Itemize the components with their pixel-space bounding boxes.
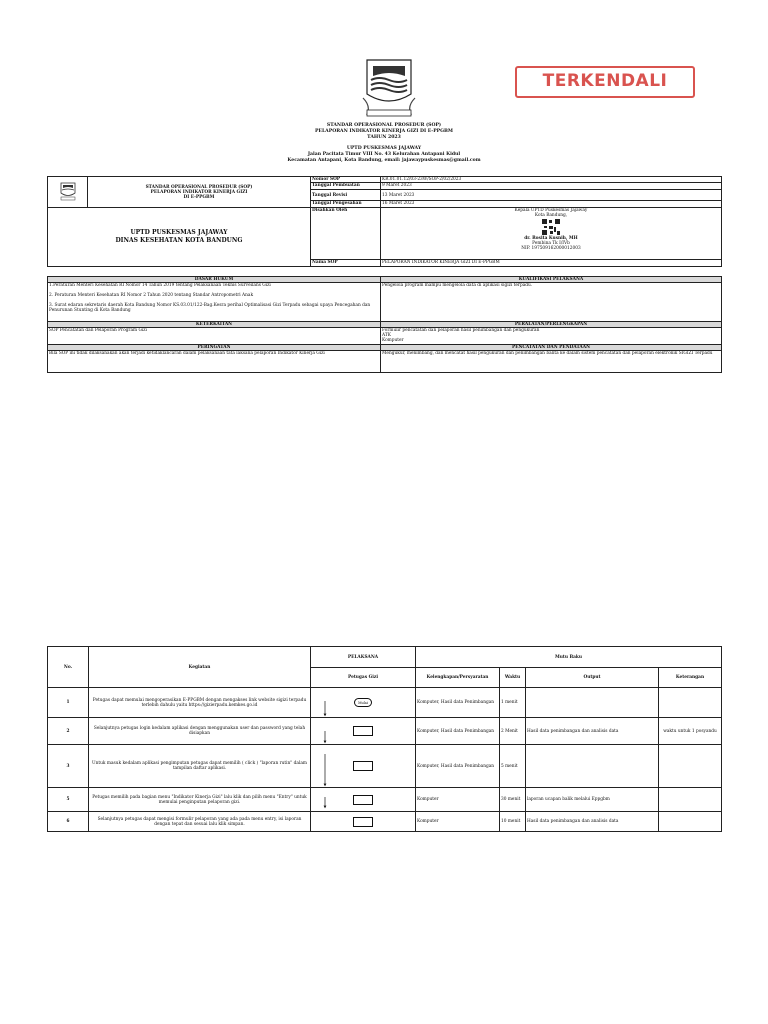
col-no-header: No. bbox=[48, 647, 89, 688]
org-line: Kecamatan Antapani, Kota Bandung, email: jajawaypuskesmas@gmail.com bbox=[287, 158, 481, 163]
kualifikasi-value: Pengelola program mampu mengelola data di aplikasi sigizi terpadu. bbox=[381, 283, 722, 322]
row-kelengkapan: Komputer, Hasil data Penimbangan bbox=[416, 688, 500, 718]
row-output: Hasil data penimbangan dan analisis data bbox=[526, 812, 659, 832]
peralatan-item: Formulir pencatatan dan pelaporan hasil penimbangan dan pengukuran bbox=[382, 328, 540, 333]
pengesahan-value: 16 Maret 2023 bbox=[381, 201, 722, 208]
peralatan-item: ATK bbox=[382, 333, 391, 338]
row-kelengkapan: Komputer bbox=[416, 812, 500, 832]
row-output: laporan ucapan balik melalui Eppgbm bbox=[526, 788, 659, 812]
nama-label: Nama SOP bbox=[311, 260, 381, 267]
row-kegiatan: Petugas memilih pada bagian menu "Indikator Kinerja Gizi" lalu klik dan pilih menu "Entry" untuk memulai penginputan pelaporan gizi. bbox=[89, 788, 311, 812]
dasar-hukum-header: DASAR HUKUM bbox=[48, 277, 381, 283]
row-kelengkapan: Komputer bbox=[416, 788, 500, 812]
row-waktu: 30 menit bbox=[500, 788, 526, 812]
row-kegiatan: Selanjutnya petugas dapat mengisi formulir pelaporan yang ada pada menu entry, isi laporan dengan tepat dan sesuai lalu klik simpan. bbox=[89, 812, 311, 832]
signer-city: Kota Bandung, bbox=[534, 213, 568, 218]
row-no: 1 bbox=[48, 688, 89, 718]
row-waktu: 10 menit bbox=[500, 812, 526, 832]
row-keterangan: waktu untuk 1 posyandu bbox=[659, 718, 722, 745]
row-kegiatan: Selanjutnya petugas login kedalam aplikasi dengan menggunakan user dan password yang telah disiapkan bbox=[89, 718, 311, 745]
pencatatan-header: PENCATATAN DAN PENDATAAN bbox=[381, 345, 722, 351]
org-title-line: UPTD PUSKESMAS JAJAWAY bbox=[130, 229, 228, 236]
revisi-value: 13 Maret 2023 bbox=[381, 190, 722, 201]
disahkan-label: Disahkan Oleh bbox=[311, 208, 381, 260]
row-waktu: 2 Menit bbox=[500, 718, 526, 745]
pembuatan-label: Tanggal Pembuatan bbox=[311, 183, 381, 190]
kualifikasi-header: KUALIFIKASI PELAKSANA bbox=[381, 277, 722, 283]
col-kegiatan-header: Kegiatan bbox=[89, 647, 311, 688]
row-kegiatan: Petugas dapat memulai mengoperasikan E-PPGBM dengan mengakses link website sigizi terpadu terlebih dahulu yaitu https://gizierpadu.kemkes.go.id bbox=[89, 688, 311, 718]
signer-rank: Pembina Tk I/IVb bbox=[532, 241, 570, 246]
terkendali-stamp: TERKENDALI bbox=[515, 66, 695, 98]
sop-title-line: PELAPORAN INDIKATOR KINERJA GIZI bbox=[150, 189, 248, 195]
title-line: PELAPORAN INDIKATOR KINERJA GIZI DI E-PPGBM bbox=[314, 129, 454, 134]
row-no: 2 bbox=[48, 718, 89, 745]
row-waktu: 5 menit bbox=[500, 745, 526, 788]
keterkaitan-value: SOP Pencatatan dan Pelaporan Program Gizi bbox=[48, 328, 381, 345]
sop-title-line: DI E-PPGBM bbox=[183, 194, 215, 200]
dasar-hukum-item: 2. Peraturan Menteri Kesehatan RI Nomor 2 Tahun 2020 tentang Standar Antropometri Anak bbox=[49, 293, 254, 298]
start-terminal: Mulai bbox=[354, 698, 372, 707]
org-title-line: DINAS KESEHATAN KOTA BANDUNG bbox=[115, 237, 243, 244]
signer-name: dr. Rosita Kusnih, MH bbox=[524, 236, 578, 241]
row-no: 3 bbox=[48, 745, 89, 788]
pembuatan-value: 9 Maret 2023 bbox=[381, 183, 722, 190]
revisi-label: Tanggal Revisi bbox=[311, 190, 381, 201]
pencatatan-value: Mengukur, menimbang, dan mencatat hasil pengukuran dan penimbangan balita ke dalam sistem pencatatan dan pelaporan elektronik SIGIZI Terpadu bbox=[381, 351, 722, 373]
col-pelaksana-header: PELAKSANA bbox=[311, 647, 416, 668]
peringatan-value: Bila SOP ini tidak dilaksanakan akan terjadi ketidaklancaran dalam pelaksanaan tata laksana pelaporan Indikator Kinerja Gizi bbox=[48, 351, 381, 373]
row-kegiatan: Untuk masuk kedalam aplikasi pengimputan petugas dapat memilih ( click ) "laporan rutin" dalam tampilan daftar aplikasi. bbox=[89, 745, 311, 788]
col-keterangan-header: Keterangan bbox=[659, 668, 722, 688]
col-kelengkapan-header: Kelengkapan/Persyaratan bbox=[416, 668, 500, 688]
row-no: 6 bbox=[48, 812, 89, 832]
row-waktu: 1 menit bbox=[500, 688, 526, 718]
dasar-hukum-item: 3. Surat edaran sekretaris daerah Kota Bandung Nomor KS.03.01/122-Bag.Kesra perihal Optimalisasi Gizi Terpadu sebagai upaya Pencegahan dan Penurunan Stunting di Kota Bandung bbox=[49, 303, 371, 313]
row-output: Hasil data penimbangan dan analisis data bbox=[526, 718, 659, 745]
org-line: UPTD PUSKESMAS JAJAWAY bbox=[346, 146, 422, 151]
col-waktu-header: Waktu bbox=[500, 668, 526, 688]
peringatan-header: PERINGATAN bbox=[48, 345, 381, 351]
signer-nip: NIP. 197509162000012003 bbox=[521, 246, 581, 251]
row-kelengkapan: Komputer, Hasil data Penimbangan bbox=[416, 718, 500, 745]
title-line: TAHUN 2023 bbox=[367, 135, 401, 140]
row-no: 5 bbox=[48, 788, 89, 812]
col-output-header: Output bbox=[526, 668, 659, 688]
peralatan-item: Komputer bbox=[382, 338, 404, 343]
title-line: STANDAR OPERASIONAL PROSEDUR (SOP) bbox=[326, 123, 442, 128]
pengesahan-label: Tanggal Pengesahan bbox=[311, 201, 381, 208]
col-mutu-header: Mutu Baku bbox=[416, 647, 722, 668]
dasar-hukum-item: 1.Peraturan Menteri Kesehatan RI Nomor 14 Tahun 2019 tentang Pelaksanaan Teknis Surveilans Gizi bbox=[49, 283, 271, 288]
nama-value: PELAPORAN INDIKATOR KINERJA GIZI DI E-PPGBM bbox=[381, 260, 722, 267]
peralatan-header: PERALATAN/PERLENGKAPAN bbox=[381, 322, 722, 328]
sop-title-line: STANDAR OPERASIONAL PROSEDUR (SOP) bbox=[145, 184, 253, 190]
signer-title: Kepala UPTD Puskesmas Jajaway bbox=[514, 208, 588, 213]
row-kelengkapan: Komputer, Hasil data Penimbangan bbox=[416, 745, 500, 788]
nomor-label: Nomor SOP bbox=[311, 177, 381, 183]
keterkaitan-header: KETERKAITAN bbox=[48, 322, 381, 328]
org-line: Jalan Pacitata Timur VIII No. 43 Kelurahan Antapani Kidul bbox=[307, 152, 461, 157]
nomor-value: KR.01.01.12/03-23W/SOP-2/02/2023 bbox=[381, 177, 722, 183]
col-petugas-header: Petugas Gizi bbox=[311, 668, 416, 688]
